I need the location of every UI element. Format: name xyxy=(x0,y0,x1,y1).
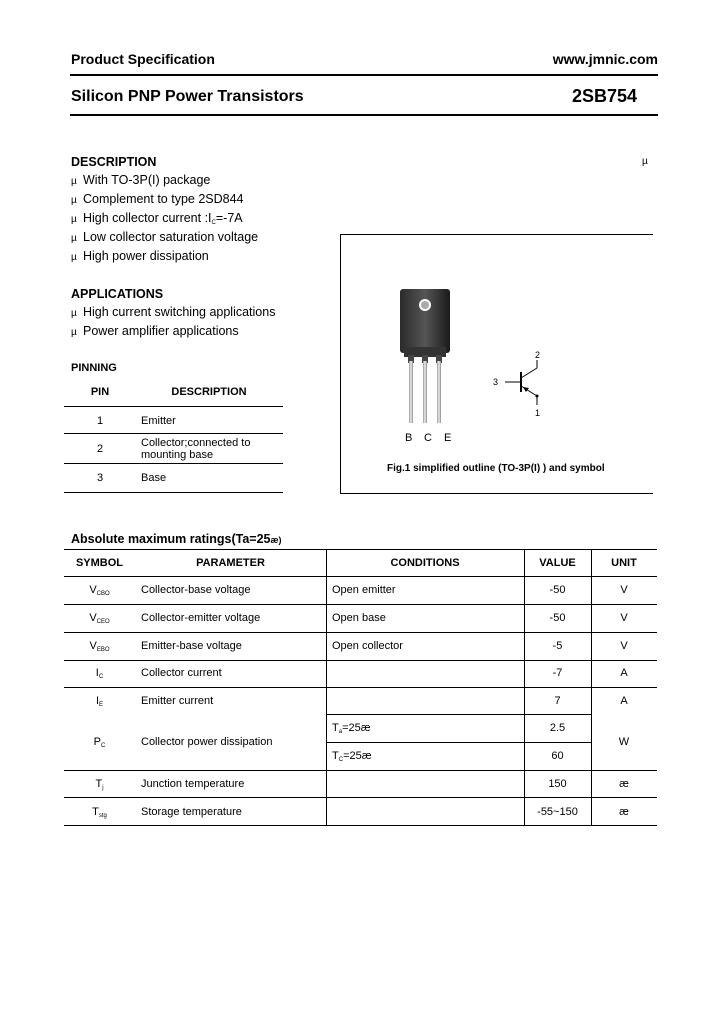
pin-table-rule xyxy=(64,463,283,464)
pinning-heading: PINNING xyxy=(71,362,117,374)
pin-table-rule xyxy=(64,492,283,493)
rating-unit: A xyxy=(620,667,628,679)
applications-item: µ High current switching applications xyxy=(71,305,276,319)
rating-unit: A xyxy=(620,695,628,707)
pnp-symbol-icon xyxy=(505,360,545,405)
rating-value: 2.5 xyxy=(549,722,566,734)
corner-mark: µ xyxy=(642,156,648,167)
rating-symbol: $V_{EBO}$ xyxy=(89,640,110,653)
ratings-col-unit: UNIT xyxy=(611,557,637,569)
lead-label-e: E xyxy=(444,432,452,444)
rating-unit: W xyxy=(618,736,630,748)
rating-unit: V xyxy=(620,640,628,652)
pin-number: 1 xyxy=(96,415,104,427)
pin-number: 3 xyxy=(96,472,104,484)
ratings-table-rule xyxy=(64,687,657,688)
pin-col-header: PIN xyxy=(90,386,110,398)
pin-description: Base xyxy=(141,472,167,484)
description-item: µ Low collector saturation voltage xyxy=(71,230,259,244)
pin-table-rule xyxy=(64,406,283,407)
rating-unit: V xyxy=(620,584,628,596)
rating-value: -50 xyxy=(549,584,566,596)
ratings-table-rule xyxy=(64,632,657,633)
ratings-table-rule xyxy=(64,825,657,826)
lead-label-b: B xyxy=(405,432,413,444)
rating-symbol: $T_{stg}$ xyxy=(92,806,107,819)
rating-parameter: Junction temperature xyxy=(141,778,245,790)
rating-value: 60 xyxy=(551,750,564,762)
ratings-table-rule xyxy=(64,660,657,661)
ratings-col-conditions: CONDITIONS xyxy=(390,557,460,569)
ratings-table-rule xyxy=(64,549,657,550)
rating-unit: æ xyxy=(619,778,629,790)
ratings-table-rule xyxy=(326,742,591,743)
title-rule xyxy=(70,114,658,116)
rating-symbol: $I_C$ xyxy=(95,667,104,680)
rating-condition: Open emitter xyxy=(332,584,396,596)
header-rule xyxy=(70,74,658,76)
rating-condition: Open base xyxy=(332,612,386,624)
rating-value: -55~150 xyxy=(537,806,578,818)
rating-condition: $T_C=25æ$ xyxy=(332,750,372,763)
page-title: Silicon PNP Power Transistors xyxy=(71,88,304,105)
symbol-label-base: 3 xyxy=(493,377,499,387)
rating-parameter: Collector power dissipation xyxy=(141,736,273,748)
pin-table-rule xyxy=(64,433,283,434)
rating-unit: æ xyxy=(619,806,629,818)
rating-symbol: $V_{CEO}$ xyxy=(89,612,110,625)
rating-value: 7 xyxy=(554,695,561,707)
rating-symbol: $V_{CBO}$ xyxy=(89,584,110,597)
rating-symbol: $P_C$ xyxy=(93,736,106,749)
ratings-table-rule xyxy=(64,576,657,577)
pin-description: Emitter xyxy=(141,415,176,427)
ratings-col-parameter: PARAMETER xyxy=(196,557,265,569)
ratings-col-value: VALUE xyxy=(539,557,576,569)
rating-parameter: Collector current xyxy=(141,667,222,679)
description-item: µ High power dissipation xyxy=(71,249,209,263)
ratings-table-rule xyxy=(64,770,657,771)
rating-symbol: $I_E$ xyxy=(95,695,104,708)
description-heading: DESCRIPTION xyxy=(71,155,157,169)
pin-description: Collector;connected to mounting base xyxy=(141,437,251,461)
ratings-col-symbol: SYMBOL xyxy=(75,557,124,569)
rating-condition: Open collector xyxy=(332,640,403,652)
applications-heading: APPLICATIONS xyxy=(71,287,164,301)
rating-value: 150 xyxy=(548,778,567,790)
figure-caption: Fig.1 simplified outline (TO-3P(I) ) and symbol xyxy=(387,463,605,474)
ratings-table-rule xyxy=(64,797,657,798)
description-item: µ With TO-3P(I) package xyxy=(71,173,211,187)
applications-item: µ Power amplifier applications xyxy=(71,324,239,338)
rating-parameter: Storage temperature xyxy=(141,806,242,818)
rating-value: -50 xyxy=(549,612,566,624)
symbol-label-collector: 2 xyxy=(535,350,541,360)
rating-value: -5 xyxy=(552,640,563,652)
lead-label-c: C xyxy=(424,432,432,444)
pin-desc-col-header: DESCRIPTION xyxy=(171,386,247,398)
rating-symbol: $T_j$ xyxy=(95,778,104,791)
rating-unit: V xyxy=(620,612,628,624)
rating-condition: $T_a=25æ$ xyxy=(332,722,371,735)
transistor-package-image xyxy=(390,285,460,430)
rating-value: -7 xyxy=(552,667,563,679)
pin-number: 2 xyxy=(96,443,104,455)
ratings-table-rule xyxy=(326,714,591,715)
part-number: 2SB754 xyxy=(571,86,637,106)
header-right[interactable]: www.jmnic.com xyxy=(552,51,658,67)
symbol-label-emitter: 1 xyxy=(535,408,541,418)
description-item: µ Complement to type 2SD844 xyxy=(71,192,244,206)
rating-parameter: Collector-base voltage xyxy=(141,584,251,596)
figure-box xyxy=(340,234,653,494)
ratings-heading: Absolute maximum ratings(Ta=25æ) xyxy=(71,532,282,546)
description-item: µ High collector current $:I_C=-7A$ xyxy=(71,211,243,226)
ratings-table-rule xyxy=(64,604,657,605)
rating-parameter: Emitter current xyxy=(141,695,214,707)
header-left: Product Specification xyxy=(71,51,215,67)
rating-parameter: Emitter-base voltage xyxy=(141,640,242,652)
rating-parameter: Collector-emitter voltage xyxy=(141,612,261,624)
